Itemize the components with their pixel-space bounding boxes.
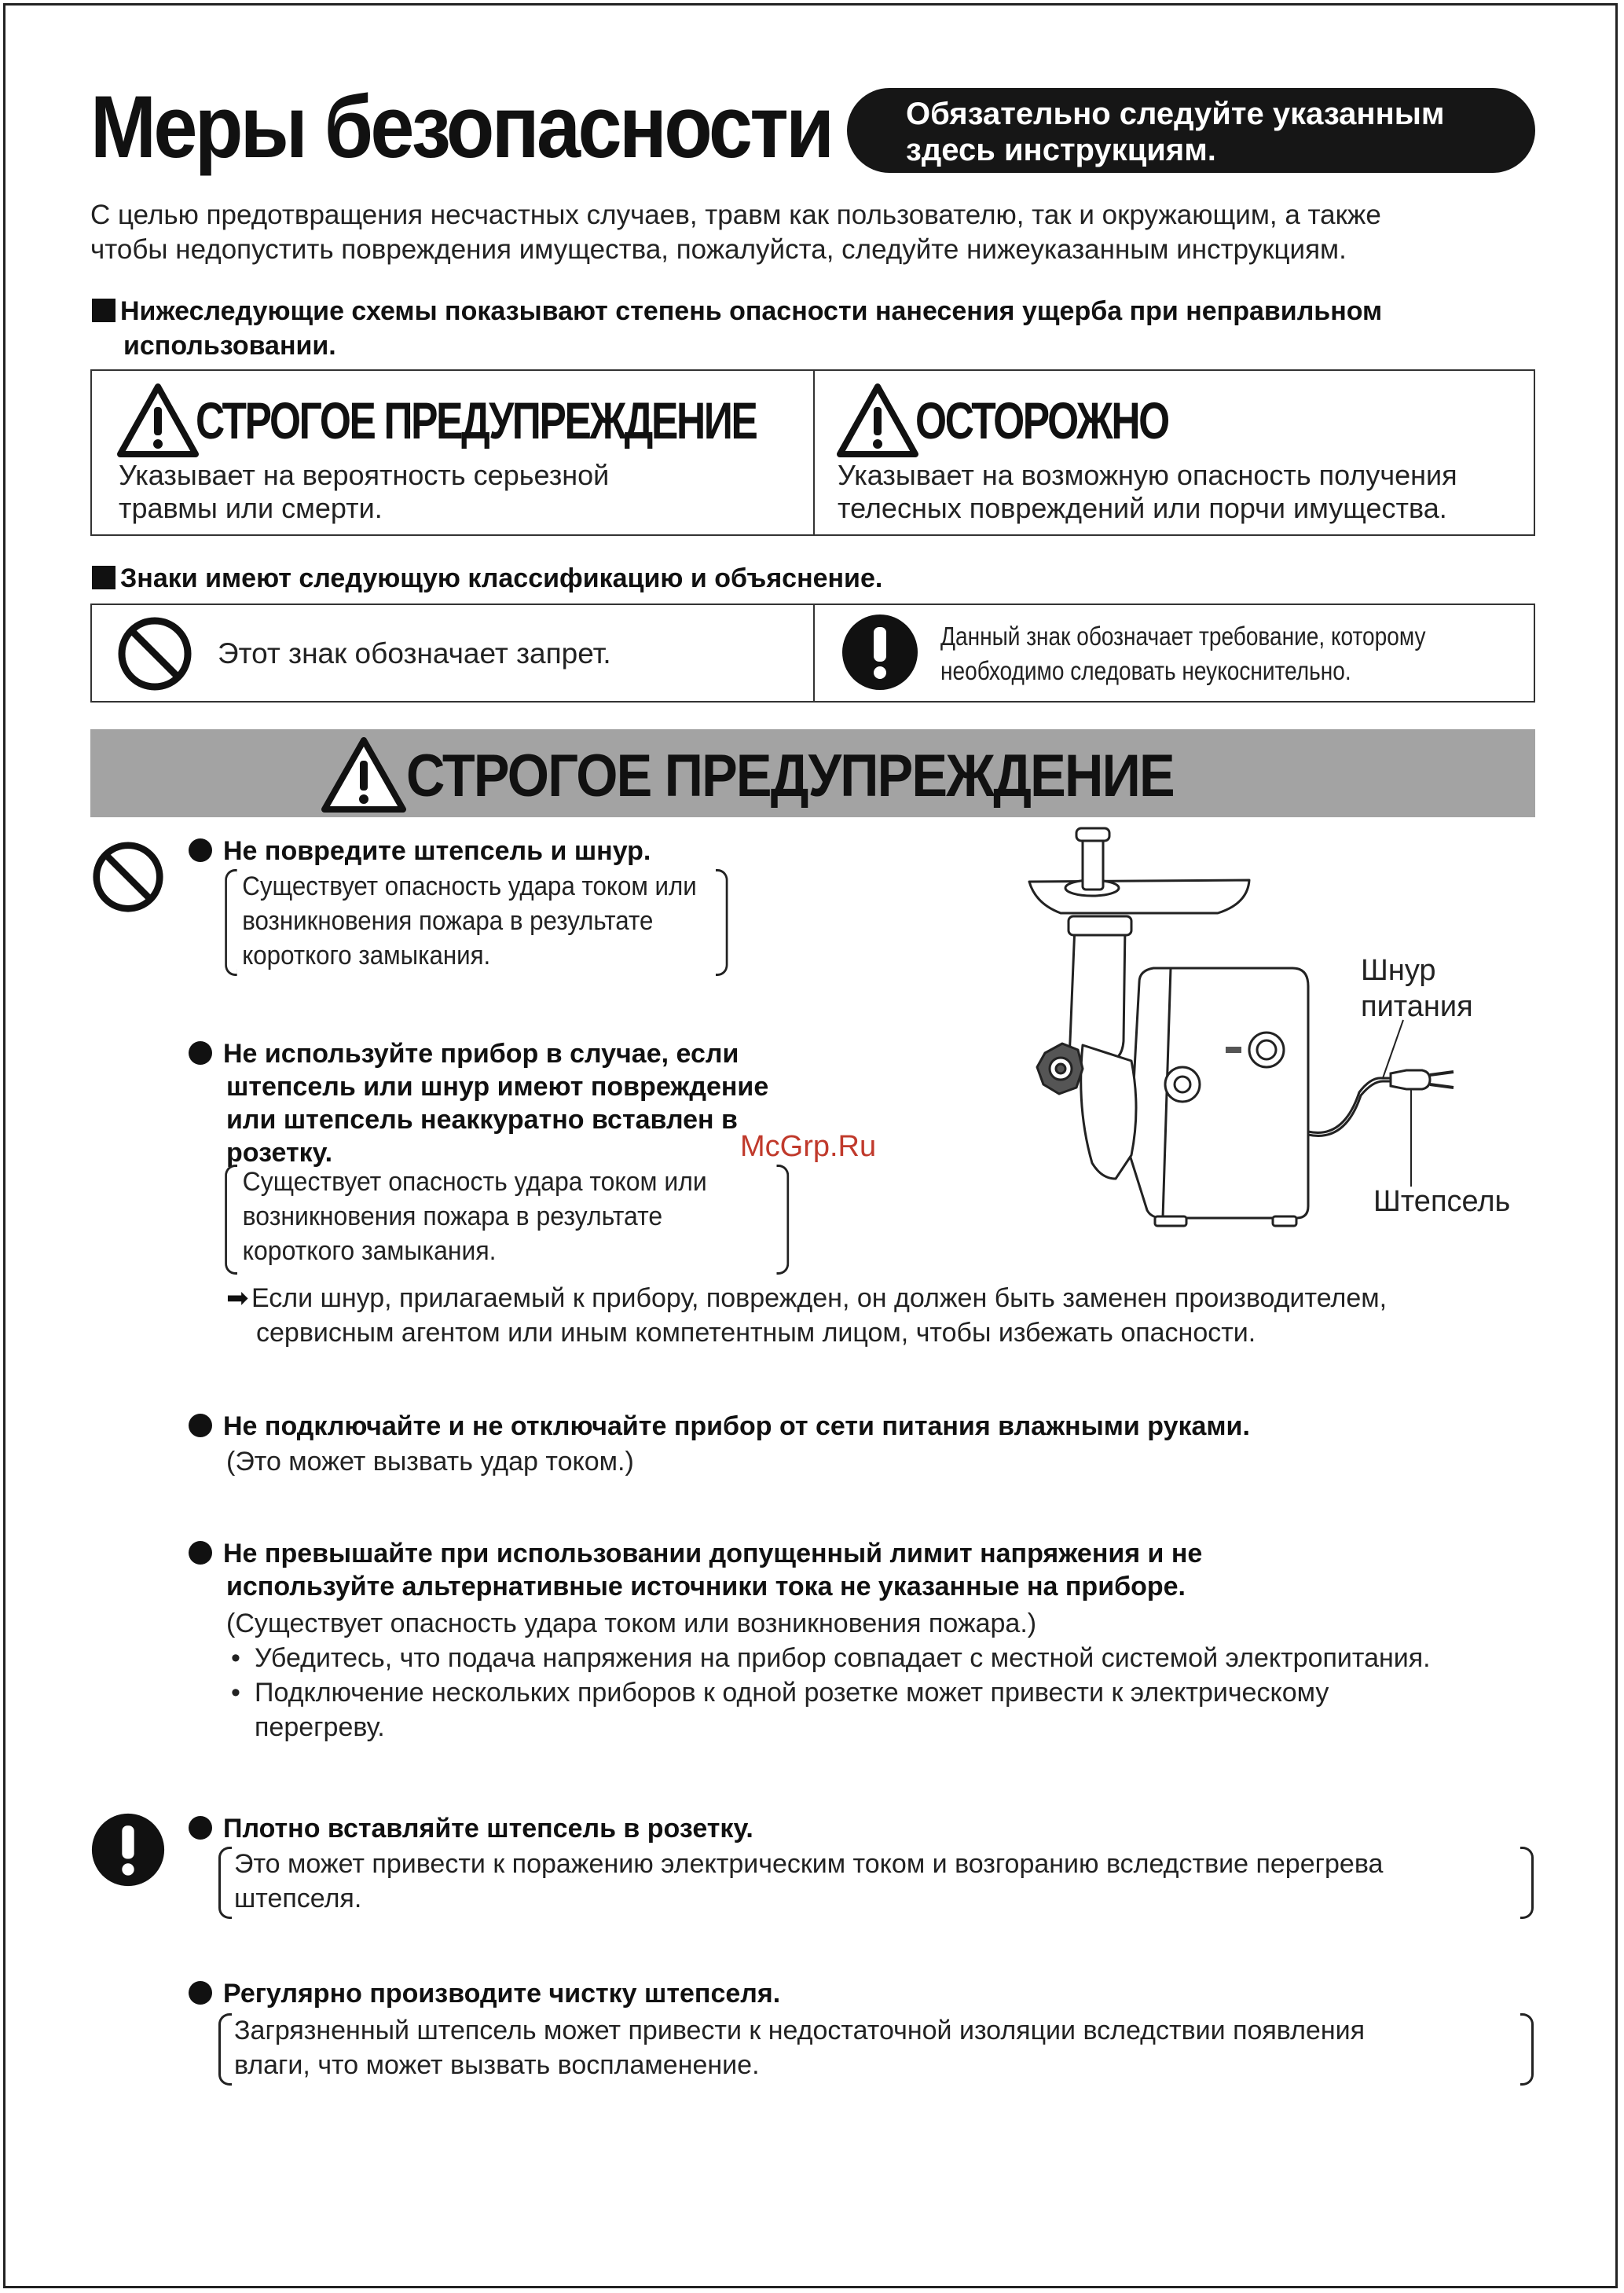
- instruction-badge: [847, 88, 1535, 173]
- item-4-line-1: (Существует опасность удара током или возникновения пожара.): [226, 1609, 1037, 1638]
- cord-label-line-1: Шнур: [1361, 954, 1436, 987]
- item-5-line-2: штепселя.: [234, 1884, 362, 1913]
- item-1-explanation: [226, 869, 727, 976]
- round-bullet-icon: [189, 1541, 212, 1565]
- hazard-divider: [813, 371, 815, 534]
- round-bullet-icon: [189, 838, 212, 862]
- left-bracket: [218, 2013, 232, 2086]
- item-1-line-1: Существует опасность удара током или: [242, 871, 697, 901]
- item-1-heading: [189, 835, 651, 868]
- item-1-heading-text: Не повредите штепсель и шнур.: [223, 836, 651, 866]
- badge-line-1: Обязательно следуйте указанным: [906, 97, 1445, 131]
- item-2-note-line-2: сервисным агентом или иным компетентным лицом, чтобы избежать опасности.: [256, 1318, 1256, 1348]
- item-4-heading-line-1: Не превышайте при использовании допущенный лимит напряжения и не: [223, 1539, 1203, 1568]
- warning-label: СТРОГОЕ ПРЕДУПРЕЖДЕНИЕ: [196, 391, 757, 449]
- warning-banner-title: СТРОГОЕ ПРЕДУПРЕЖДЕНИЕ: [406, 743, 1174, 809]
- caution-label: ОСТОРОЖНО: [915, 391, 1168, 449]
- round-bullet-icon: [189, 1981, 212, 2005]
- warning-triangle-icon: [320, 736, 408, 814]
- item-2-note-line-1: Если шнур, прилагаемый к прибору, поврежден, он должен быть заменен производителем,: [251, 1283, 1388, 1313]
- item-4-heading: [189, 1537, 1202, 1603]
- item-6-heading: [189, 1977, 780, 2010]
- schemes-heading-line-1: Нижеследующие схемы показывают степень опасности нанесения ущерба при неправильном: [120, 296, 1383, 326]
- item-2-line-3: короткого замыкания.: [242, 1236, 497, 1266]
- right-bracket: [1520, 2013, 1534, 2086]
- item-2-heading-line-3: или штепсель неаккуратно вставлен в: [226, 1105, 738, 1135]
- item-5-explanation: [220, 1847, 1532, 1919]
- schemes-heading: [92, 294, 1545, 363]
- cord-label-line-2: питания: [1361, 990, 1473, 1023]
- mandatory-description-line-1: Данный знак обозначает требование, которому: [940, 622, 1426, 651]
- item-2-explanation: [226, 1165, 787, 1275]
- item-5-heading-text: Плотно вставляйте штепсель в розетку.: [223, 1814, 753, 1844]
- item-3-explanation: (Это может вызвать удар током.): [226, 1447, 634, 1477]
- item-3-heading-text: Не подключайте и не отключайте прибор от сети питания влажными руками.: [223, 1411, 1250, 1441]
- dot-bullet-icon: •: [231, 1643, 240, 1673]
- item-6-line-2: влаги, что может вызвать воспламенение.: [234, 2050, 760, 2080]
- mandatory-description: [940, 619, 1425, 688]
- signs-divider: [813, 605, 815, 701]
- signs-heading-text: Знаки имеют следующую классификацию и объяснение.: [120, 563, 883, 593]
- warning-description: [119, 459, 609, 525]
- signs-heading: [92, 561, 882, 596]
- round-bullet-icon: [189, 1816, 212, 1840]
- item-2-heading-line-4: розетку.: [226, 1138, 333, 1168]
- hazard-levels-box: [90, 369, 1535, 536]
- warning-description-line-1: Указывает на вероятность серьезной: [119, 459, 610, 491]
- item-4-bullet-1: Убедитесь, что подача напряжения на прибор совпадает с местной системой электропитания.: [255, 1643, 1431, 1673]
- intro-line-1: С целью предотвращения несчастных случаев, травм как пользователю, так и окружающим, а также: [90, 200, 1381, 230]
- meat-grinder-illustration: [1014, 825, 1485, 1234]
- left-bracket: [218, 1847, 232, 1919]
- item-2-heading-line-2: штепсель или шнур имеют повреждение: [226, 1072, 769, 1102]
- page-title: Меры безопасности: [90, 78, 832, 176]
- item-5-line-1: Это может привести к поражению электрическим током и возгоранию вследствие перегрева: [234, 1849, 1384, 1879]
- prohibition-description: Этот знак обозначает запрет.: [218, 637, 611, 670]
- item-3-heading: [189, 1410, 1250, 1443]
- watermark: McGrp.Ru: [740, 1130, 877, 1163]
- item-1-line-2: возникновения пожара в результате: [242, 906, 654, 936]
- right-bracket: [716, 869, 728, 976]
- plug-label: Штепсель: [1373, 1185, 1511, 1218]
- left-bracket: [225, 869, 237, 976]
- item-4-heading-line-2: используйте альтернативные источники тока не указанные на приборе.: [226, 1572, 1186, 1601]
- square-bullet-icon: [92, 566, 115, 589]
- item-6-explanation: [220, 2013, 1532, 2086]
- caution-description-line-2: телесных повреждений или порчи имущества.: [838, 492, 1447, 524]
- prohibition-icon: [117, 616, 192, 692]
- caution-description: [838, 459, 1457, 525]
- signs-box: [90, 604, 1535, 703]
- item-6-line-1: Загрязненный штепсель может привести к недостаточной изоляции вследствии появления: [234, 2016, 1366, 2045]
- item-2-line-2: возникновения пожара в результате: [242, 1202, 663, 1231]
- caution-description-line-1: Указывает на возможную опасность получения: [838, 459, 1457, 491]
- left-bracket: [225, 1165, 237, 1275]
- prohibition-icon: [92, 841, 164, 913]
- item-2-note: [226, 1281, 1545, 1350]
- badge-line-2: здесь инструкциям.: [906, 133, 1216, 167]
- intro-text: [90, 198, 1544, 267]
- schemes-heading-line-2: использовании.: [123, 331, 336, 361]
- arrow-right-icon: ➡: [226, 1283, 249, 1313]
- item-2-heading: [189, 1037, 768, 1169]
- item-6-heading-text: Регулярно производите чистку штепселя.: [223, 1979, 781, 2009]
- warning-description-line-2: травмы или смерти.: [119, 492, 383, 524]
- mandatory-action-icon: [90, 1812, 166, 1888]
- right-bracket: [776, 1165, 789, 1275]
- item-4-bullet-2-cont: перегреву.: [255, 1712, 385, 1742]
- caution-triangle-icon: [835, 382, 920, 459]
- mandatory-description-line-2: необходимо следовать неукоснительно.: [940, 656, 1351, 685]
- right-bracket: [1520, 1847, 1534, 1919]
- warning-triangle-icon: [115, 382, 200, 459]
- cord-label: [1361, 952, 1473, 1025]
- round-bullet-icon: [189, 1041, 212, 1065]
- item-4-bullet-2: Подключение нескольких приборов к одной розетке может привести к электрическому: [255, 1678, 1329, 1708]
- item-2-heading-line-1: Не используйте прибор в случае, если: [223, 1039, 739, 1069]
- item-5-heading: [189, 1812, 753, 1845]
- item-4-explanation: [226, 1606, 1546, 1745]
- square-bullet-icon: [92, 299, 115, 322]
- round-bullet-icon: [189, 1414, 212, 1437]
- mandatory-action-icon: [841, 613, 919, 692]
- item-2-line-1: Существует опасность удара током или: [242, 1167, 707, 1197]
- intro-line-2: чтобы недопустить повреждения имущества, пожалуйста, следуйте нижеуказанным инструкциям.: [90, 234, 1347, 265]
- dot-bullet-icon: •: [231, 1678, 240, 1708]
- item-1-line-3: короткого замыкания.: [242, 941, 491, 970]
- warning-banner: [90, 729, 1535, 817]
